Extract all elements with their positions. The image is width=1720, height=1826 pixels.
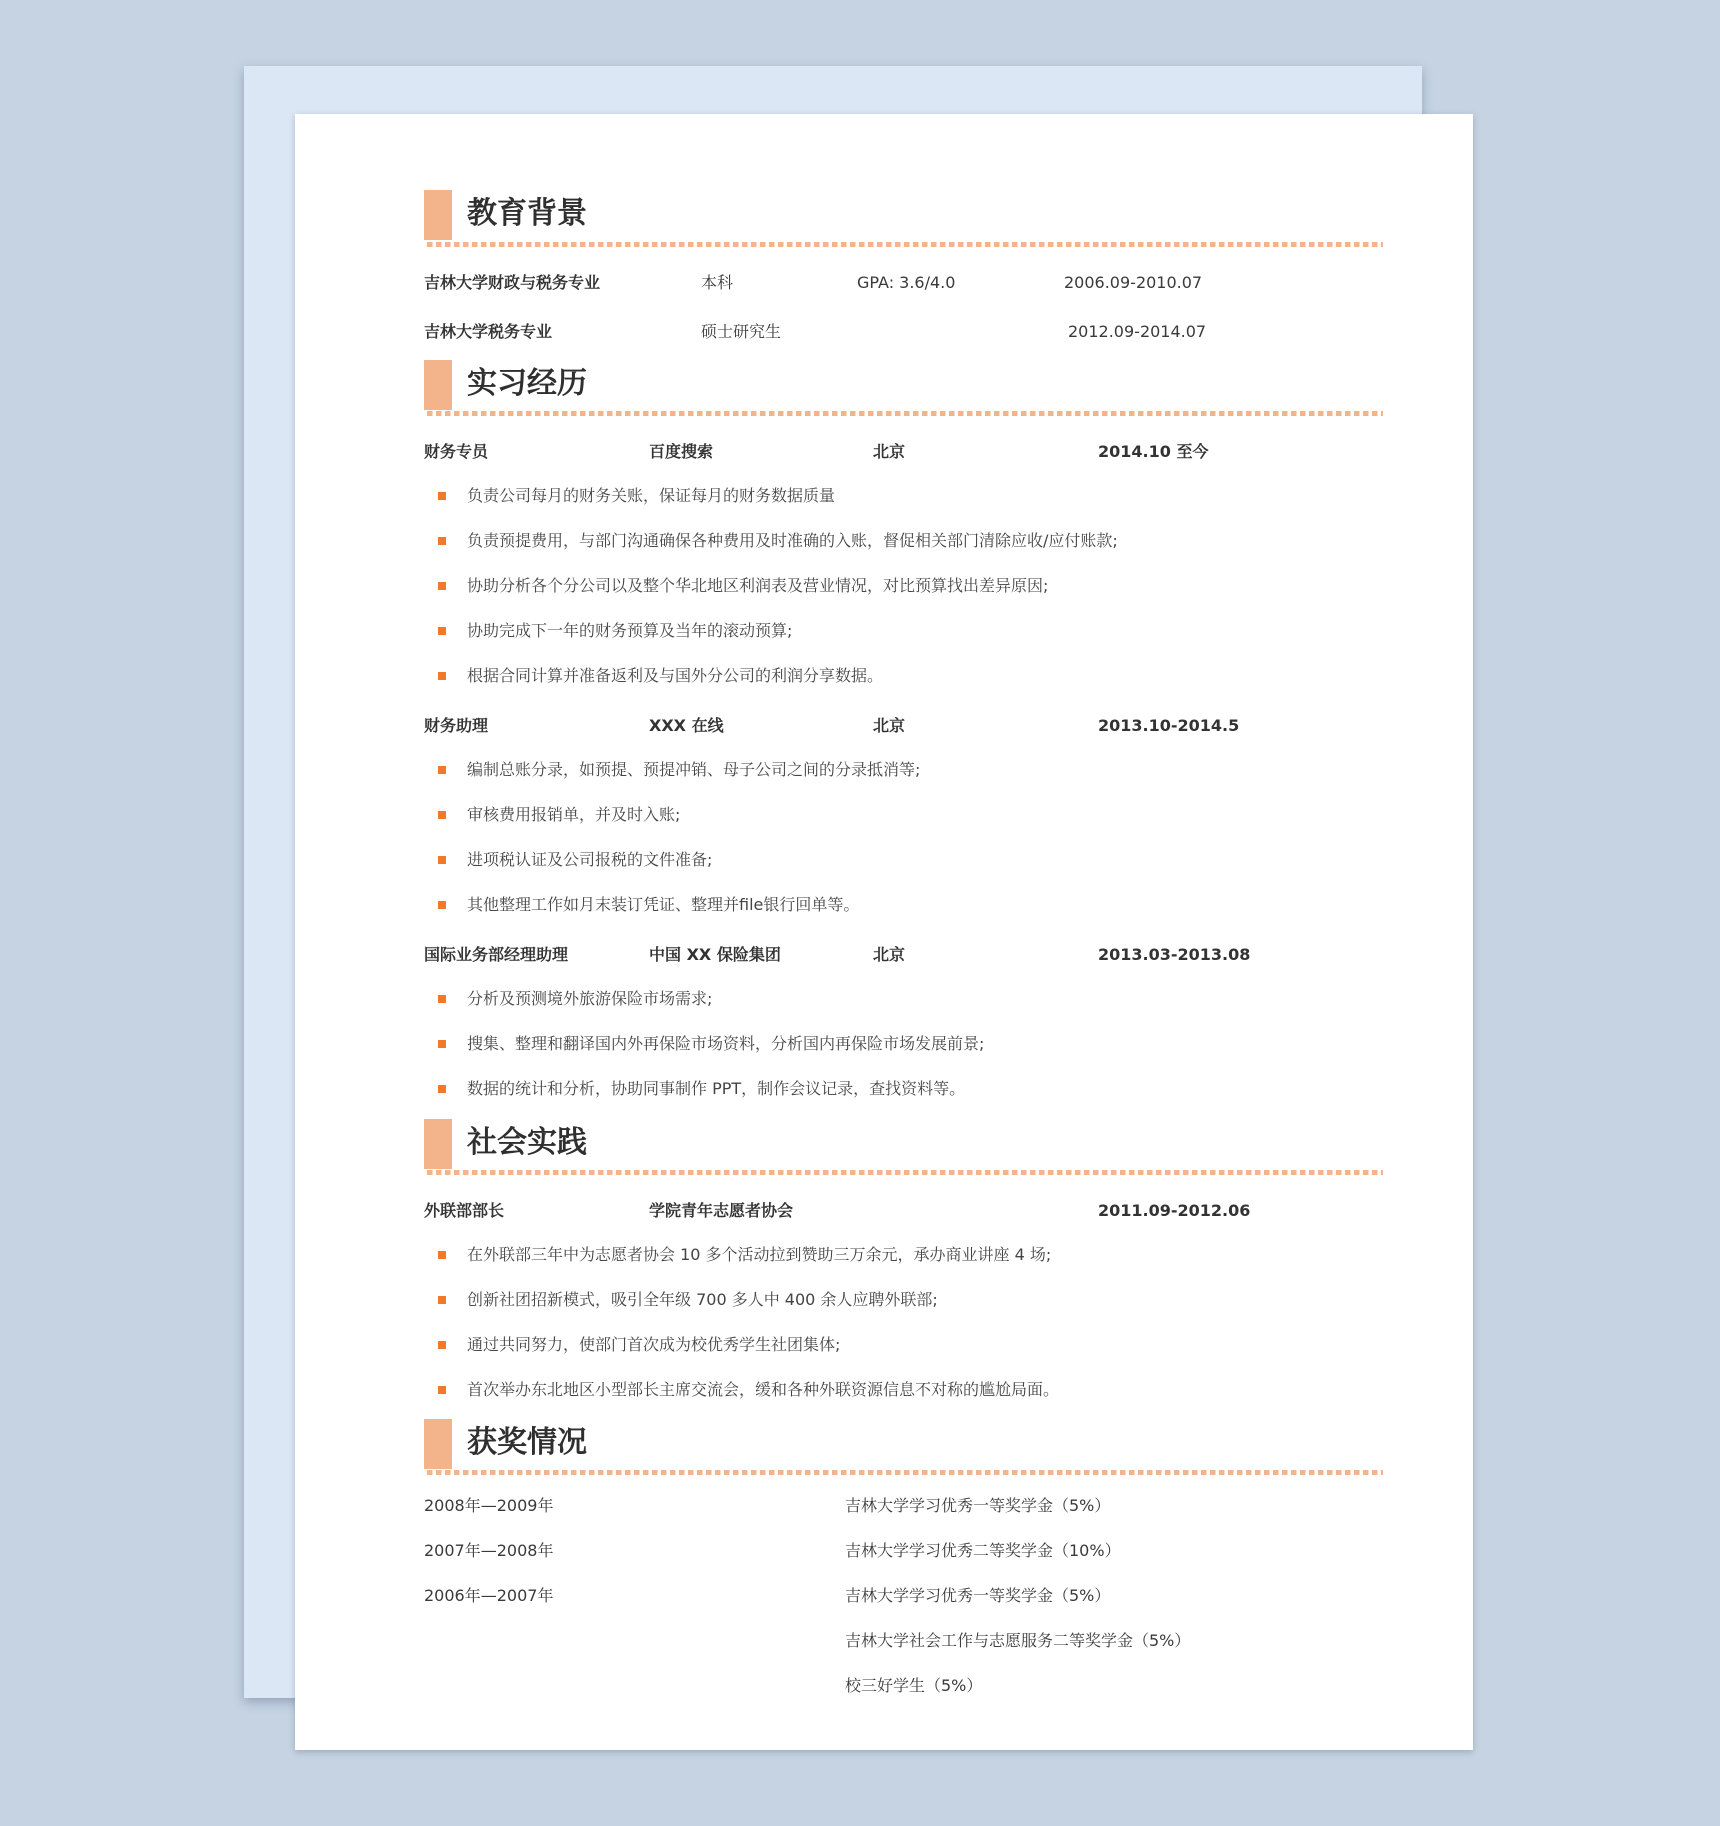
bullet-marker bbox=[438, 766, 446, 774]
education-degree: 本科 bbox=[701, 273, 734, 292]
job-duty: 其他整理工作如月末装订凭证、整理并file银行回单等。 bbox=[467, 895, 860, 914]
social-duty: 创新社团招新模式，吸引全年级 700 多人中 400 余人应聘外联部; bbox=[467, 1290, 938, 1309]
job-company: 百度搜索 bbox=[649, 442, 714, 461]
social-duty: 在外联部三年中为志愿者协会 10 多个活动拉到赞助三万余元，承办商业讲座 4 场; bbox=[467, 1245, 1052, 1264]
bullet-marker bbox=[438, 1341, 446, 1349]
job-city: 北京 bbox=[873, 945, 906, 964]
internship-section-title: 实习经历 bbox=[467, 366, 587, 401]
awards-section-marker bbox=[424, 1419, 452, 1469]
job-city: 北京 bbox=[873, 442, 906, 461]
social-section-divider bbox=[427, 1170, 1383, 1175]
job-duty: 审核费用报销单，并及时入账; bbox=[467, 805, 681, 824]
job-position: 财务助理 bbox=[424, 716, 489, 735]
job-duty: 负责公司每月的财务关账，保证每月的财务数据质量 bbox=[467, 486, 836, 505]
bullet-marker bbox=[438, 1040, 446, 1048]
award-item: 吉林大学学习优秀二等奖学金（10%） bbox=[845, 1541, 1121, 1560]
bullet-marker bbox=[438, 1386, 446, 1394]
bullet-marker bbox=[438, 856, 446, 864]
education-section-title: 教育背景 bbox=[467, 196, 587, 231]
job-duty: 编制总账分录，如预提、预提冲销、母子公司之间的分录抵消等; bbox=[467, 760, 921, 779]
job-duty: 负责预提费用，与部门沟通确保各种费用及时准确的入账，督促相关部门清除应收/应付账款; bbox=[467, 531, 1118, 550]
job-period: 2014.10 至今 bbox=[1098, 442, 1209, 461]
job-duty: 数据的统计和分析，协助同事制作 PPT，制作会议记录，查找资料等。 bbox=[467, 1079, 966, 1098]
award-item: 吉林大学学习优秀一等奖学金（5%） bbox=[845, 1586, 1111, 1605]
social-duty: 通过共同努力，使部门首次成为校优秀学生社团集体; bbox=[467, 1335, 841, 1354]
job-position: 国际业务部经理助理 bbox=[424, 945, 569, 964]
awards-section-divider bbox=[427, 1470, 1383, 1475]
social-section-title: 社会实践 bbox=[467, 1125, 587, 1160]
award-item: 校三好学生（5%） bbox=[845, 1676, 983, 1695]
award-item: 吉林大学社会工作与志愿服务二等奖学金（5%） bbox=[845, 1631, 1191, 1650]
awards-section-title: 获奖情况 bbox=[467, 1425, 587, 1460]
bullet-marker bbox=[438, 537, 446, 545]
internship-section-marker bbox=[424, 360, 452, 410]
education-period: 2006.09-2010.07 bbox=[1064, 273, 1203, 292]
bullet-marker bbox=[438, 1296, 446, 1304]
education-school: 吉林大学税务专业 bbox=[424, 322, 553, 341]
social-duty: 首次举办东北地区小型部长主席交流会，缓和各种外联资源信息不对称的尴尬局面。 bbox=[467, 1380, 1060, 1399]
education-section-divider bbox=[427, 242, 1383, 247]
bullet-marker bbox=[438, 995, 446, 1003]
job-period: 2013.10-2014.5 bbox=[1098, 716, 1240, 735]
education-section-marker bbox=[424, 190, 452, 240]
award-item: 吉林大学学习优秀一等奖学金（5%） bbox=[845, 1496, 1111, 1515]
education-degree: 硕士研究生 bbox=[701, 322, 782, 341]
job-company: XXX 在线 bbox=[649, 716, 724, 735]
social-role: 外联部部长 bbox=[424, 1201, 505, 1220]
bullet-marker bbox=[438, 1085, 446, 1093]
bullet-marker bbox=[438, 627, 446, 635]
bullet-marker bbox=[438, 672, 446, 680]
education-school: 吉林大学财政与税务专业 bbox=[424, 273, 601, 292]
bullet-marker bbox=[438, 811, 446, 819]
award-year: 2006年—2007年 bbox=[424, 1586, 554, 1605]
job-duty: 根据合同计算并准备返利及与国外分公司的利润分享数据。 bbox=[467, 666, 884, 685]
bullet-marker bbox=[438, 582, 446, 590]
resume-page bbox=[295, 114, 1473, 1750]
job-duty: 搜集、整理和翻译国内外再保险市场资料，分析国内再保险市场发展前景; bbox=[467, 1034, 985, 1053]
job-company: 中国 XX 保险集团 bbox=[649, 945, 781, 964]
job-period: 2013.03-2013.08 bbox=[1098, 945, 1251, 964]
job-duty: 协助分析各个分公司以及整个华北地区利润表及营业情况，对比预算找出差异原因; bbox=[467, 576, 1049, 595]
job-duty: 协助完成下一年的财务预算及当年的滚动预算; bbox=[467, 621, 793, 640]
job-city: 北京 bbox=[873, 716, 906, 735]
education-period: 2012.09-2014.07 bbox=[1068, 322, 1207, 341]
bullet-marker bbox=[438, 1251, 446, 1259]
education-gpa: GPA: 3.6/4.0 bbox=[857, 273, 956, 292]
award-year: 2008年—2009年 bbox=[424, 1496, 554, 1515]
bullet-marker bbox=[438, 492, 446, 500]
job-position: 财务专员 bbox=[424, 442, 489, 461]
social-period: 2011.09-2012.06 bbox=[1098, 1201, 1251, 1220]
bullet-marker bbox=[438, 901, 446, 909]
social-organization: 学院青年志愿者协会 bbox=[649, 1201, 794, 1220]
job-duty: 分析及预测境外旅游保险市场需求; bbox=[467, 989, 713, 1008]
social-section-marker bbox=[424, 1119, 452, 1169]
internship-section-divider bbox=[427, 411, 1383, 416]
job-duty: 进项税认证及公司报税的文件准备; bbox=[467, 850, 713, 869]
award-year: 2007年—2008年 bbox=[424, 1541, 554, 1560]
